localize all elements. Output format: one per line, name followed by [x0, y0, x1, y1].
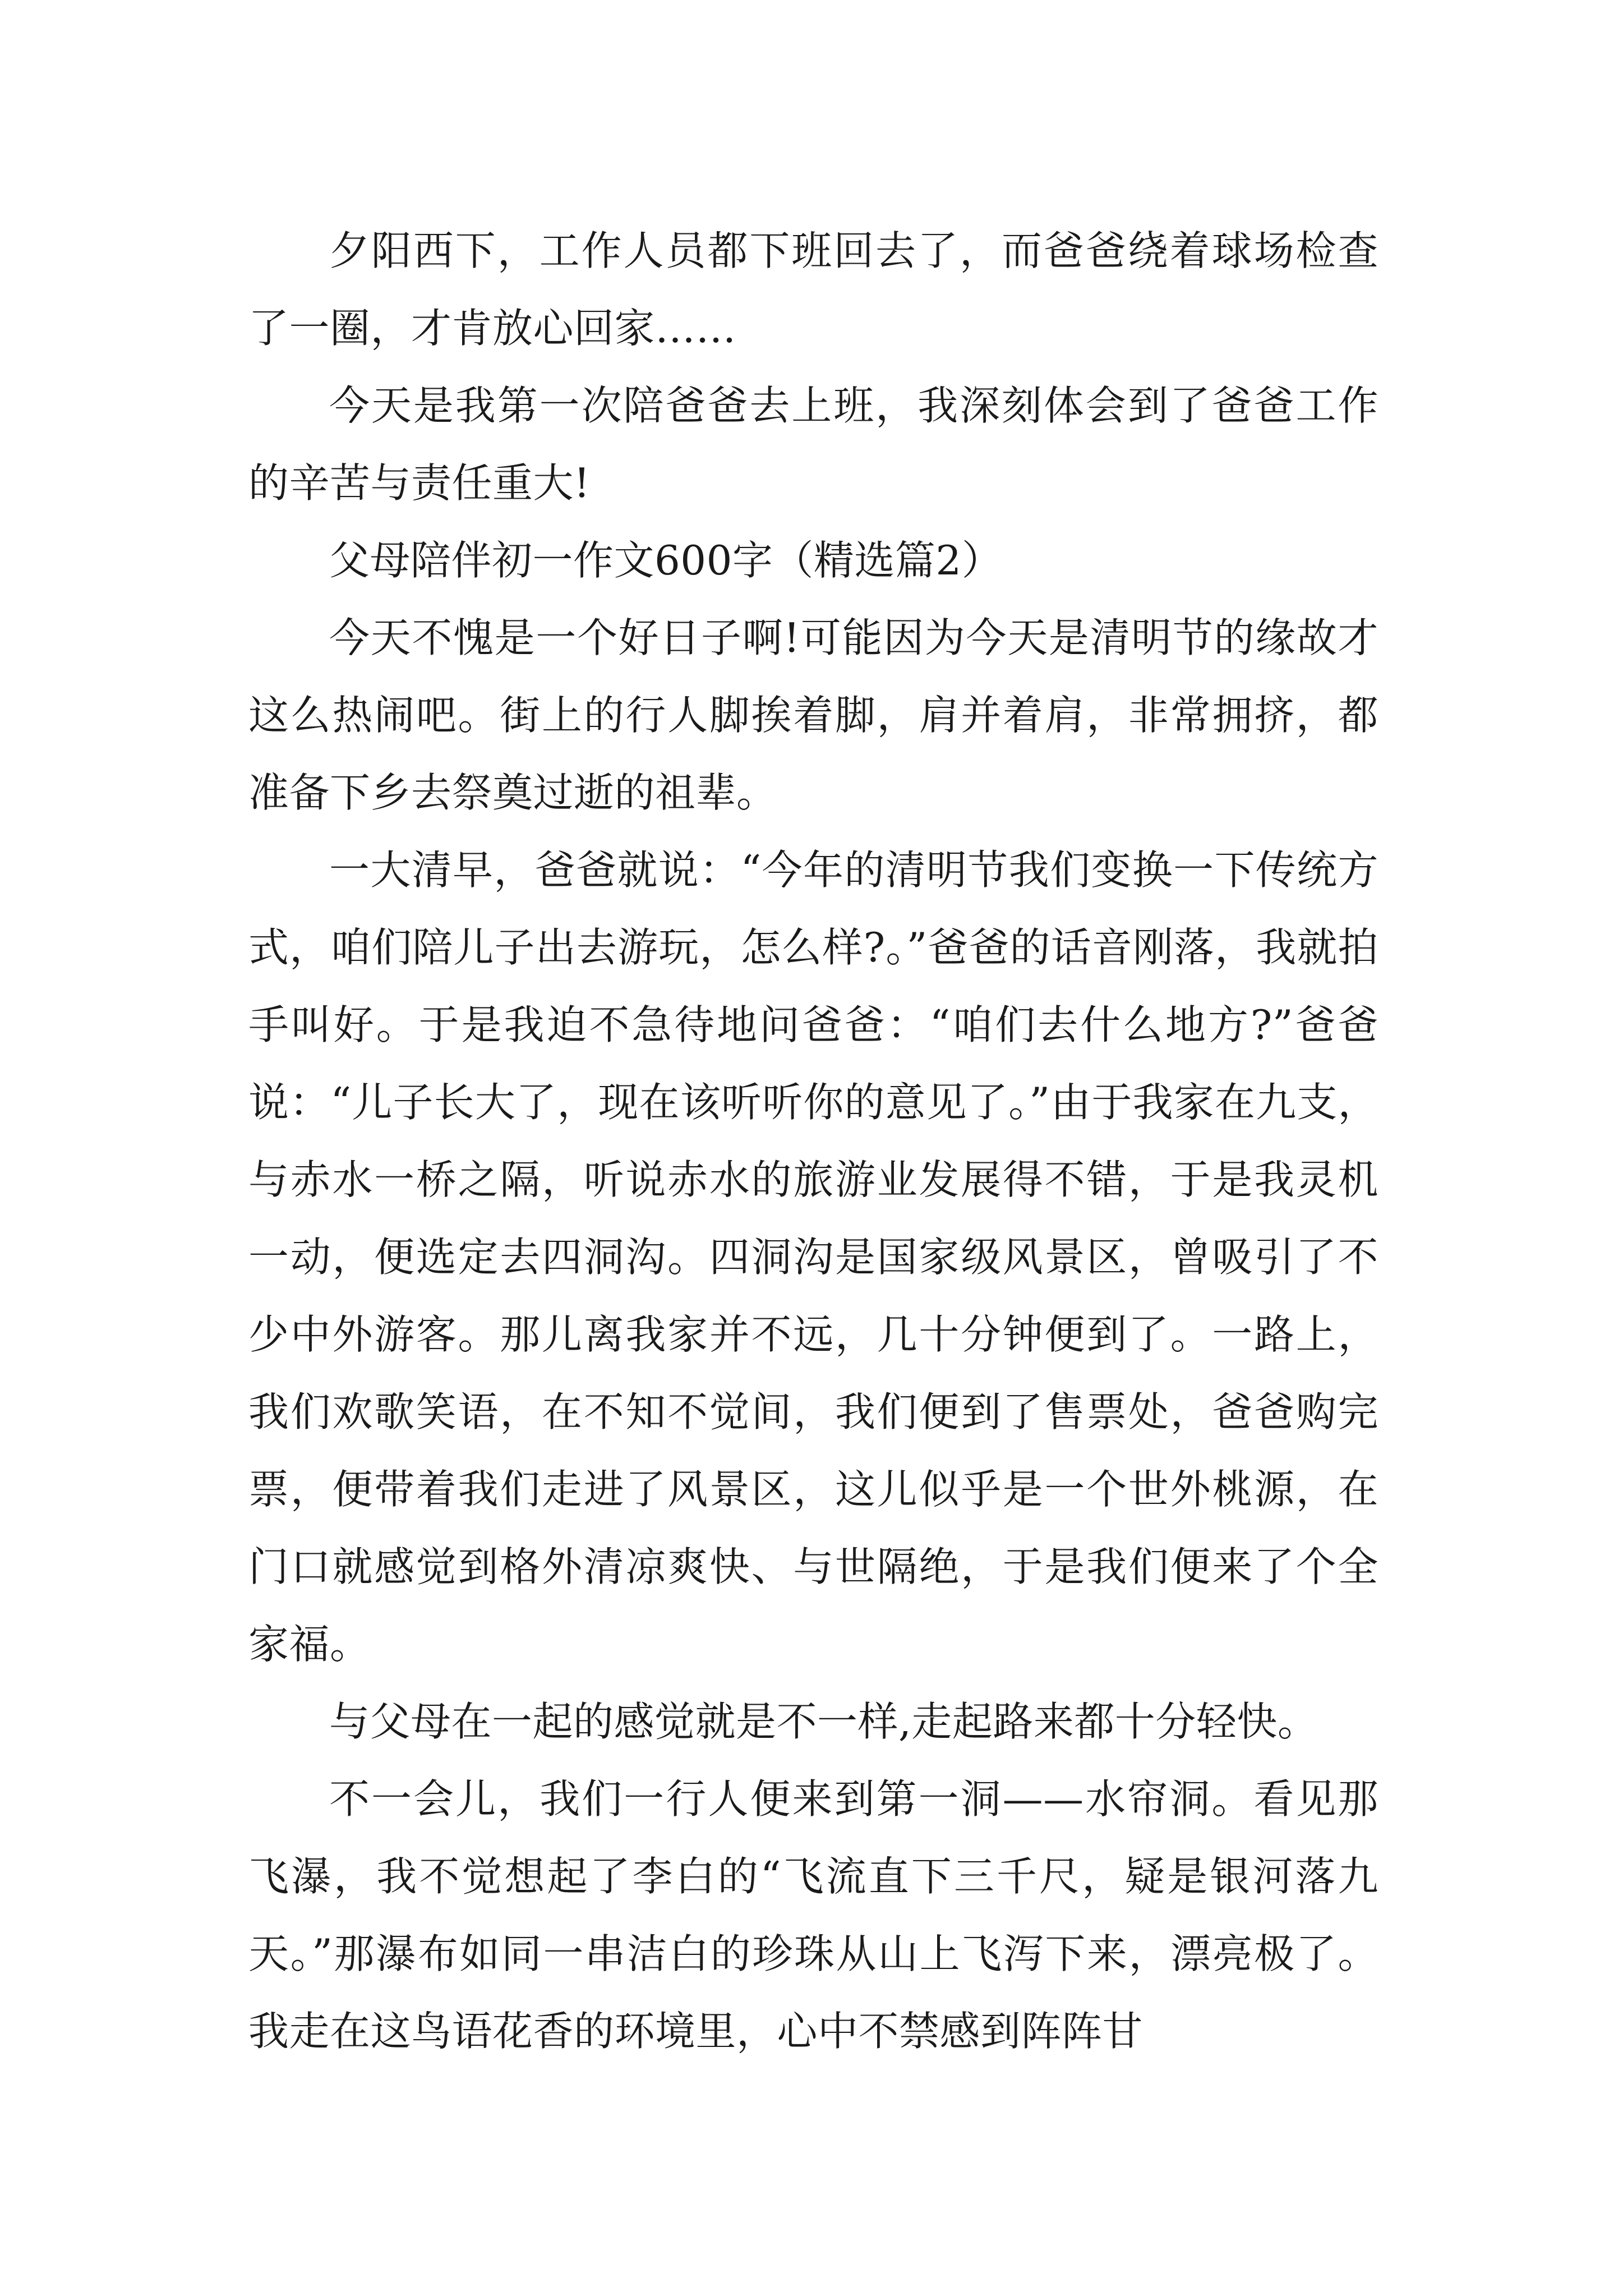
paragraph-4: 一大清早，爸爸就说：“今年的清明节我们变换一下传统方式，咱们陪儿子出去游玩，怎么样?。”爸爸的话音刚落，我就拍手叫好。于是我迫不急待地问爸爸：“咱们去什么地方?”爸爸说：“儿子长大了，现在该听听你的意见了。”由于我家在九支，与赤水一桥之隔，听说赤水的旅游业发展得不错，于是我灵机一动，便选定去四洞沟。四洞沟是国家级风景区，曾吸引了不少中外游客。那儿离我家并不远，几十分钟便到了。一路上，我们欢歌笑语，在不知不觉间，我们便到了售票处，爸爸购完票，便带着我们走进了风景区，这儿似乎是一个世外桃源，在门口就感觉到格外清凉爽快、与世隔绝，于是我们便来了个全家福。: [248, 846, 1378, 1668]
paragraph-2: 今天是我第一次陪爸爸去上班，我深刻体会到了爸爸工作的辛苦与责任重大!: [248, 382, 1378, 507]
paragraph-3: 今天不愧是一个好日子啊!可能因为今天是清明节的缘故才这么热闹吧。街上的行人脚挨着脚，肩并着肩，非常拥挤，都准备下乡去祭奠过逝的祖辈。: [248, 614, 1378, 816]
paragraph-6: 不一会儿，我们一行人便来到第一洞——水帘洞。看见那飞瀑，我不觉想起了李白的“飞流直下三千尺，疑是银河落九天。”那瀑布如同一串洁白的珍珠从山上飞泻下来，漂亮极了。我走在这鸟语花香的环境里，心中不禁感到阵阵甘: [248, 1775, 1378, 2055]
paragraph-1: 夕阳西下，工作人员都下班回去了，而爸爸绕着球场检查了一圈，才肯放心回家……: [248, 227, 1378, 352]
document-page: [248, 0, 1378, 2296]
section-heading: 父母陪伴初一作文600字（精选篇2）: [329, 537, 1003, 584]
paragraph-5: 与父母在一起的感觉就是不一样,走起路来都十分轻快。: [329, 1698, 1318, 1745]
